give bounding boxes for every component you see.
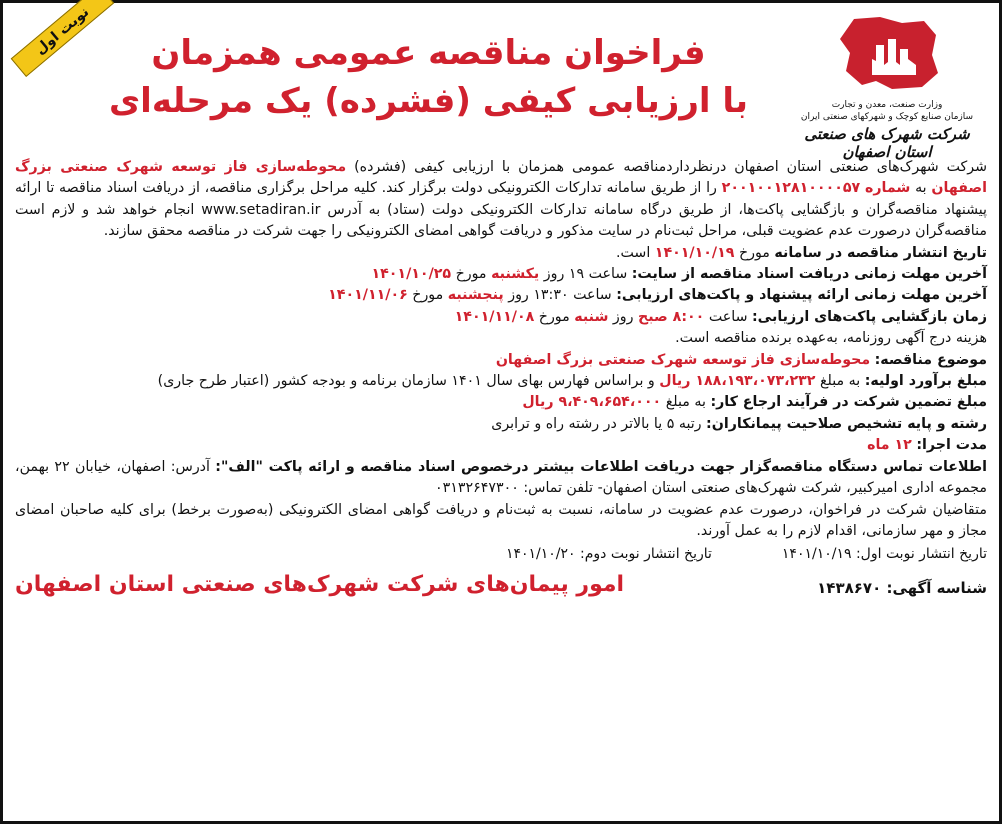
- opening-line: زمان بازگشایی پاکت‌های ارزیابی: ساعت ۸:۰۰ صبح روز شنبه مورخ ۱۴۰۱/۱۱/۰۸: [454, 308, 987, 325]
- grade-line: رشته و پایه تشخیص صلاحیت پیمانکاران: رتبه ۵ یا بالاتر در رشته راه و ترابری: [491, 415, 987, 432]
- round-badge: نوبت اول: [11, 0, 114, 77]
- title-line-2: با ارزیابی کیفی (فشرده) یک مرحله‌ای: [109, 81, 748, 121]
- ad-cost-line: هزینه درج آگهی روزنامه، به‌عهده برنده مناقصه است.: [675, 330, 987, 347]
- organization-logo: [787, 15, 987, 161]
- title-line-1: فراخوان مناقصه عمومی همزمان: [151, 33, 706, 73]
- title-block: [81, 29, 776, 125]
- organization-name: شرکت شهرک های صنعتی استان اصفهان: [804, 125, 970, 161]
- ministry-line-2: سازمان صنایع کوچک و شهرکهای صنعتی ایران: [800, 112, 974, 122]
- intro-paragraph: شرکت شهرک‌های صنعتی استان اصفهان درنظرداردمناقصه عمومی همزمان با ارزیابی کیفی (فشرده) محوطه‌سازی فاز توسعه شهرک صنعتی بزرگ اصفهان به شماره ۲۰۰۱۰۰۱۲۸۱۰۰۰۰۵۷ را از طریق سامانه تدارکات الکترونیکی دولت برگزار کند. کلیه مراحل برگزاری مناقصه، از دریافت اسناد مناقصه تا ارائه پیشنهاد مناقصه‌گران و بازگشایی پاکت‌ها، از طریق درگاه سامانه تدارکات الکترونیکی دولت (ستاد) به آدرس www.setadiran.ir انجام خواهد شد و لازم است مناقصه‌گران درصورت عدم عضویت قبلی، مراحل ثبت‌نام در سایت مذکور و دریافت گواهی امضای الکترونیکی را جهت شرکت در مناقصه محقق سازند.: [15, 159, 988, 240]
- setad-url[interactable]: www.setadiran.ir: [201, 201, 321, 218]
- ministry-line-1: وزارت صنعت، معدن و تجارت: [831, 100, 943, 110]
- tender-number: ۲۰۰۱۰۰۱۲۸۱۰۰۰۰۵۷: [721, 180, 861, 197]
- estimate-line: مبلغ برآورد اولیه: به مبلغ ۱۸۸،۱۹۳،۰۷۳،۲۳۲ ریال و براساس فهارس بهای سال ۱۴۰۱ سازمان برنامه و بودجه کشور (اعتبار طرح جاری): [157, 373, 987, 390]
- iran-map-logo-icon: [832, 15, 942, 93]
- publication-dates: [15, 544, 987, 565]
- second-publication-date: تاریخ انتشار نوبت دوم: ۱۴۰۱/۱۰/۲۰: [505, 546, 712, 563]
- guarantee-line: مبلغ تضمین شرکت در فرآیند ارجاع کار: به مبلغ ۹،۴۰۹،۶۵۴،۰۰۰ ریال: [522, 394, 987, 411]
- notice-paragraph: متقاضیان شرکت در فراخوان، درصورت عدم عضویت در سامانه، نسبت به ثبت‌نام و دریافت گواهی امضای الکترونیکی (به‌صورت برخط) برای کلیه صاحبان امضای مجاز و مهر سازمانی، اقدام لازم را به عمل آورند.: [15, 501, 987, 539]
- deadline-docs-line: آخرین مهلت زمانی دریافت اسناد مناقصه از سایت: ساعت ۱۹ روز یکشنبه مورخ ۱۴۰۱/۱۰/۲۵: [371, 266, 987, 283]
- ad-id: شناسه آگهی: ۱۴۳۸۶۷۰: [817, 578, 987, 597]
- project-name: محوطه‌سازی فاز توسعه شهرک صنعتی بزرگ اصفهان: [15, 159, 987, 197]
- deadline-offers-line: آخرین مهلت زمانی ارائه پیشنهاد و پاکت‌های ارزیابی: ساعت ۱۳:۳۰ روز پنجشنبه مورخ ۱۴۰۱/۱۱/۰۶: [328, 287, 987, 304]
- subject-line: موضوع مناقصه: محوطه‌سازی فاز توسعه شهرک صنعتی بزرگ اصفهان: [495, 351, 987, 368]
- duration-line: مدت اجرا: ۱۲ ماه: [867, 437, 987, 454]
- contact-paragraph: اطلاعات تماس دستگاه مناقصه‌گزار جهت دریافت اطلاعات بیشتر درخصوص اسناد مناقصه و ارائه پاکت "الف": آدرس: اصفهان، خیابان ۲۲ بهمن، مجموعه اداری امیرکبیر، شرکت شهرک‌های صنعتی استان اصفهان- تلفن تماس: ۰۳۱۳۲۶۴۷۳۰۰: [15, 458, 987, 497]
- footer: [11, 572, 991, 597]
- issuer-name: امور پیمان‌های شرکت شهرک‌های صنعتی استان اصفهان: [15, 571, 625, 597]
- ministry-name: [787, 99, 987, 123]
- header: [11, 4, 991, 161]
- first-publication-date: تاریخ انتشار نوبت اول: ۱۴۰۱/۱۰/۱۹: [781, 546, 987, 563]
- publish-date-line: تاریخ انتشار مناقصه در سامانه مورخ ۱۴۰۱/۱۰/۱۹ است.: [615, 244, 987, 261]
- notice-body: [11, 157, 991, 566]
